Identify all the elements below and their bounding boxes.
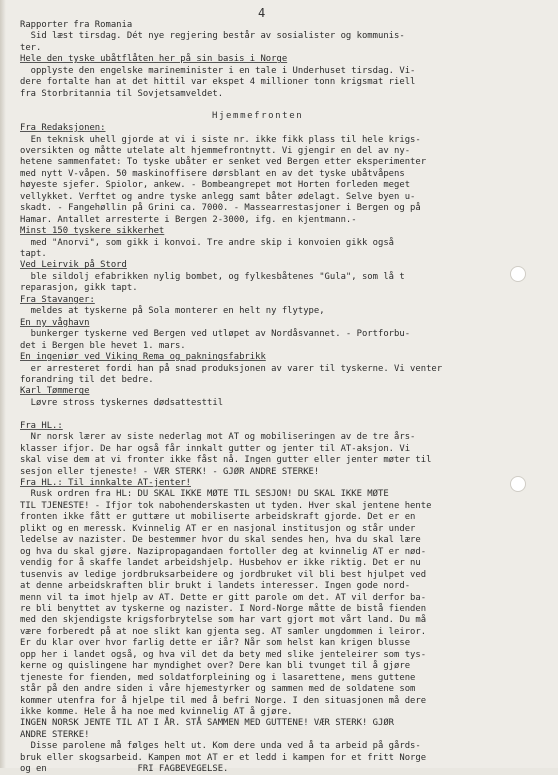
text-line: ANDRE STERKE! bbox=[20, 729, 90, 740]
text-line: INGEN NORSK JENTE TIL AT I ÅR. STÅ SAMMEN MED GUTTENE! VÆR STERK! GJØR bbox=[20, 718, 395, 729]
text-line: Rusk ordren fra HL: DU SKAL IKKE MØTE TIL SESJON! DU SKAL IKKE MØTE bbox=[20, 489, 389, 500]
text-line: vellykket. Verftet og andre tyske anlegg samt båter ødelagt. Selve byen u- bbox=[20, 191, 416, 202]
text-line: Fra HL.: bbox=[20, 420, 63, 431]
text-line: med "Anorvi", som gikk i konvoi. Tre andre skip i konvoien gikk også bbox=[20, 237, 395, 248]
text-line: fra Storbritannia til Sovjetsamveldet. bbox=[20, 88, 224, 99]
text-line: Sid læst tirsdag. Dét nye regjering består av sosialister og kommunis- bbox=[20, 31, 405, 42]
text-line: forandring til det bedre. bbox=[20, 374, 154, 385]
text-line: bunkerger tyskerne ved Bergen ved utløpet av Nordåsvannet. - Portforbu- bbox=[20, 329, 411, 340]
text-line: skal vise dem at vi fronter ikke fåst nå. Ingen gutter eller jenter møter til bbox=[20, 455, 432, 466]
text-line: ikke komme. Hele å ha noe med kvinnelig AT å gjøre. bbox=[20, 707, 293, 717]
text-line: ledelse av nazister. De bestemmer hvor du skal sendes hen, hva du skal lære bbox=[20, 535, 421, 546]
text-line: Minst 150 tyskere sikkerhet bbox=[20, 226, 165, 237]
text-line: ble sildolj efabrikken nylig bombet, og fylkesbåtenes "Gula", som lå t bbox=[20, 271, 405, 282]
text-line: kommer utenfra for å hjelpe til med å befri Norge. I den situasjonen må dere bbox=[20, 695, 427, 706]
text-line: og hva du skal gjøre. Nazipropagandaen fortoller deg at kvinnelig AT er nød- bbox=[20, 546, 427, 557]
text-line: tapt. bbox=[20, 249, 47, 259]
text-line: at denne arbeidskraften blir brukt i landets interesser. Ingen gode nord- bbox=[20, 581, 411, 591]
punch-hole-icon bbox=[510, 476, 526, 492]
page-edge-shadow bbox=[0, 0, 6, 768]
text-line: Er du klar over hvor farlig dette er iår? Når som helst kan krigen blusse bbox=[20, 638, 411, 649]
text-line: tusenvis av ledige jordbruksarbeidere og jordbruket vil bli best hjulpet ved bbox=[20, 569, 427, 580]
text-line: det i Bergen ble hevet 1. mars. bbox=[20, 340, 186, 351]
text-line: med den skjendigste krigsforbrytelse som har vart gjort mot vårt land. Du må bbox=[20, 615, 427, 626]
text-line: Fra HL.: Til innkalte AT-jenter! bbox=[20, 478, 191, 488]
text-line: og en FRI FAGBEVEGELSE. bbox=[20, 764, 229, 775]
text-line: Rapporter fra Romania bbox=[20, 20, 133, 30]
text-line: Karl Tømmerge bbox=[20, 386, 90, 397]
punch-hole-icon bbox=[510, 266, 526, 282]
text-line: En ny våghavn bbox=[20, 317, 90, 328]
text-line: re bli benyttet av tyskerne og nazister. I Nord-Norge måtte de bistå fienden bbox=[20, 603, 427, 614]
text-line: Nr norsk lærer av siste nederlag mot AT og mobiliseringen av de tre års- bbox=[20, 432, 416, 443]
text-line: klasser ifjor. De har også får innkalt gutter og jenter til AT-aksjon. Vi bbox=[20, 443, 411, 454]
text-line: En ingeniør ved Viking Rema og pakningsfabrikk bbox=[20, 352, 266, 362]
text-line: hetene sammenfatet: To tyske ubåter er senket ved Bergen etter eksperimenter bbox=[20, 157, 427, 168]
text-line: TIL TJENESTE! - Ifjor tok nabohenderskasten ut tyden. Hver skal jentene hente bbox=[20, 500, 432, 511]
text-line: Løvre stross tyskernes dødsattesttil bbox=[20, 397, 224, 408]
text-line: reparasjon, gikk tapt. bbox=[20, 283, 138, 294]
text-line: Hamar. Antallet arresterte i Bergen 2-3000, ifg. en kjentmann.- bbox=[20, 214, 357, 225]
page-number: 4 bbox=[258, 6, 266, 20]
text-line: opp her i landet også, og hva vil det da bety med slike jenteleirer som tys- bbox=[20, 649, 427, 660]
text-line: tjeneste for fienden, med soldatforpleining og i lasarettene, mens guttene bbox=[20, 672, 416, 683]
text-line: opplyste den engelske marineminister i en tale i Underhuset tirsdag. Vi- bbox=[20, 65, 416, 76]
text-line: menn vil ta imot hjelp av AT. Dette er gitt parole om det. AT vil derfor ba- bbox=[20, 592, 427, 603]
text-line: meldes at tyskerne på Sola monterer en helt ny flytype, bbox=[20, 306, 325, 317]
text-line: er arresteret fordi han på snad produksjonen av varer til tyskerne. Vi venter bbox=[20, 363, 443, 374]
text-line: skadt. - Fangehøllin på Grini ca. 7000. - Massearrestasjoner i Bergen og på bbox=[20, 203, 421, 214]
text-line: En teknisk uhell gjorde at vi i siste nr. ikke fikk plass til hele krigs- bbox=[20, 134, 421, 145]
text-line: være forberedt på at noe slikt kan gjenta seg. AT samler ungdommen i leiror. bbox=[20, 626, 427, 637]
text-line: Ved Leirvik på Stord bbox=[20, 260, 127, 271]
text-line: Fra Stavanger: bbox=[20, 294, 95, 305]
text-line: med nytt V-våpen. 50 maskinoffisere dørsblant en av det tyske ubåtvåpens bbox=[20, 168, 405, 179]
text-line: vendig for å skaffe landet arbeidshjelp. Husbehov er ikke riktig. Det er nu bbox=[20, 558, 421, 569]
section-heading: Hjemmefronten bbox=[212, 111, 304, 121]
text-line: Hele den tyske ubåtflåten her på sin basis i Norge bbox=[20, 54, 288, 65]
text-line: fronten ikke fått er guttære ut mobiliserte arbeidskraft gjorde. Det er en bbox=[20, 512, 416, 523]
text-line: oversikten og måtte utelate alt hjemmefrontnytt. Vi gjengir en del av ny- bbox=[20, 145, 411, 156]
text-line: dere fortalte han at det hittil var ekspet 4 millioner tonn krigsmat riell bbox=[20, 77, 416, 88]
text-line: høyeste sjefer. Spiolor, ankew. - Bombeangrepet mot Horten forleden meget bbox=[20, 180, 411, 191]
text-line: står på den andre siden i våre hjemestyrker og sammen med de soldatene som bbox=[20, 684, 416, 695]
text-line: kerne og quislingene har myndighet over? Dere kan bli tvunget til å gjøre bbox=[20, 661, 411, 672]
text-line: sesjon eller tjeneste! - VÆR STERK! - GJØR ANDRE STERKE! bbox=[20, 466, 320, 477]
text-line: ter. bbox=[20, 42, 42, 53]
text-line: plikt og en meressk. Kvinnelig AT er en nasjonal institusjon og står under bbox=[20, 523, 416, 534]
text-line: Disse parolene må følges helt ut. Kom dere unda ved å ta arbeid på gårds- bbox=[20, 741, 421, 752]
text-line: Fra Redaksjonen: bbox=[20, 123, 106, 133]
text-line: bruk eller skogsarbeid. Kampen mot AT er et ledd i kampen for et fritt Norge bbox=[20, 752, 427, 763]
